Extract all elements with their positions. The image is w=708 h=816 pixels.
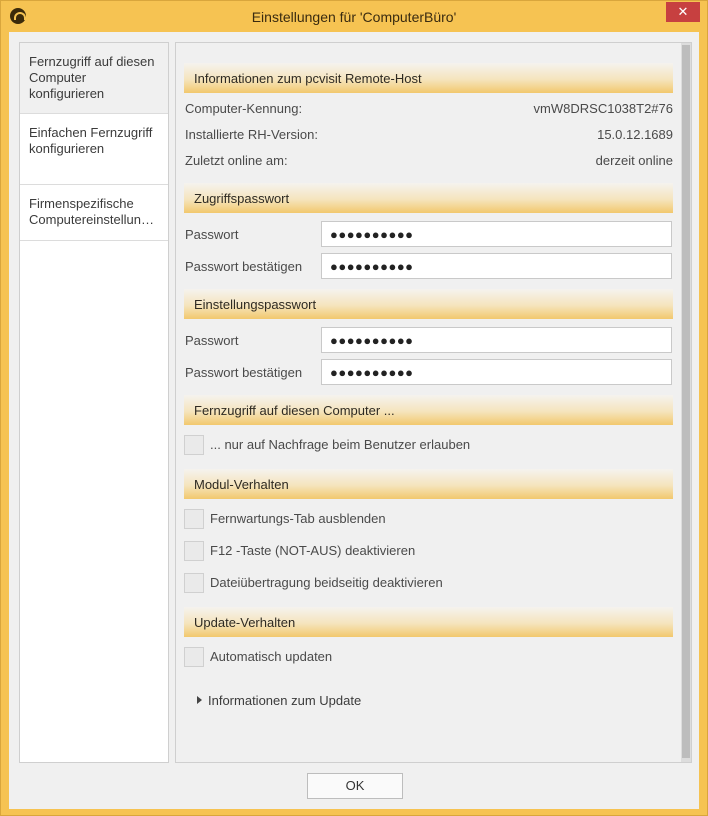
rh-version-label: Installierte RH-Version: (185, 127, 318, 142)
section-header-access-password: Zugriffspasswort (184, 183, 673, 213)
dialog-body (9, 32, 699, 809)
settings-password-label: Passwort (185, 333, 239, 348)
access-password-label: Passwort (185, 227, 239, 242)
title-bar[interactable] (1, 1, 707, 32)
hide-remote-tab-label: Fernwartungs-Tab ausblenden (210, 511, 386, 526)
access-password-input[interactable]: ●●●●●●●●●● (321, 221, 672, 247)
last-online-label: Zuletzt online am: (185, 153, 288, 168)
nav-item-simple-remote-access[interactable] (20, 114, 168, 185)
access-password-confirm-input[interactable]: ●●●●●●●●●● (321, 253, 672, 279)
disable-file-transfer-label: Dateiübertragung beidseitig deaktivieren (210, 575, 443, 590)
ask-user-label: ... nur auf Nachfrage beim Benutzer erlauben (210, 437, 471, 452)
section-header-settings-password: Einstellungspasswort (184, 289, 673, 319)
settings-nav (19, 42, 169, 763)
settings-panel (175, 42, 692, 763)
update-info-label: Informationen zum Update (208, 693, 362, 708)
section-header-info: Informationen zum pcvisit Remote-Host (184, 63, 673, 93)
vertical-scrollbar[interactable] (681, 43, 691, 762)
expand-triangle-icon (197, 696, 202, 704)
hide-remote-tab-checkbox[interactable] (184, 509, 204, 529)
auto-update-label: Automatisch updaten (210, 649, 333, 664)
window-title: Einstellungen für 'ComputerBüro' (251, 9, 457, 25)
access-password-confirm-label: Passwort bestätigen (185, 259, 303, 274)
close-button[interactable]: ✕ (666, 2, 700, 22)
ask-user-checkbox[interactable] (184, 435, 204, 455)
disable-f12-checkbox[interactable] (184, 541, 204, 561)
last-online-value: derzeit online (595, 153, 673, 168)
section-header-update: Update-Verhalten (184, 607, 673, 637)
ok-button[interactable]: OK (307, 773, 403, 799)
disable-f12-label: F12 -Taste (NOT-AUS) deaktivieren (210, 543, 416, 558)
scrollbar-thumb[interactable] (682, 45, 690, 758)
section-header-remote-access: Fernzugriff auf diesen Computer ... (184, 395, 673, 425)
section-header-module: Modul-Verhalten (184, 469, 673, 499)
settings-password-confirm-label: Passwort bestätigen (185, 365, 303, 380)
nav-item-label: Firmenspezifische Computereinstellun… (29, 196, 155, 227)
settings-password-input[interactable]: ●●●●●●●●●● (321, 327, 672, 353)
auto-update-checkbox[interactable] (184, 647, 204, 667)
nav-item-company-settings[interactable] (20, 185, 168, 241)
update-info-expander[interactable] (197, 693, 361, 708)
nav-item-label: Fernzugriff auf diesen Computer konfigurieren (29, 54, 155, 101)
rh-version-value: 15.0.12.1689 (597, 127, 673, 142)
computer-id-value: vmW8DRSC1038T2#76 (533, 101, 673, 116)
disable-file-transfer-checkbox[interactable] (184, 573, 204, 593)
settings-password-confirm-input[interactable]: ●●●●●●●●●● (321, 359, 672, 385)
computer-id-label: Computer-Kennung: (185, 101, 303, 116)
nav-item-remote-access[interactable] (20, 43, 168, 114)
nav-item-label: Einfachen Fernzugriff konfigurieren (29, 125, 153, 156)
